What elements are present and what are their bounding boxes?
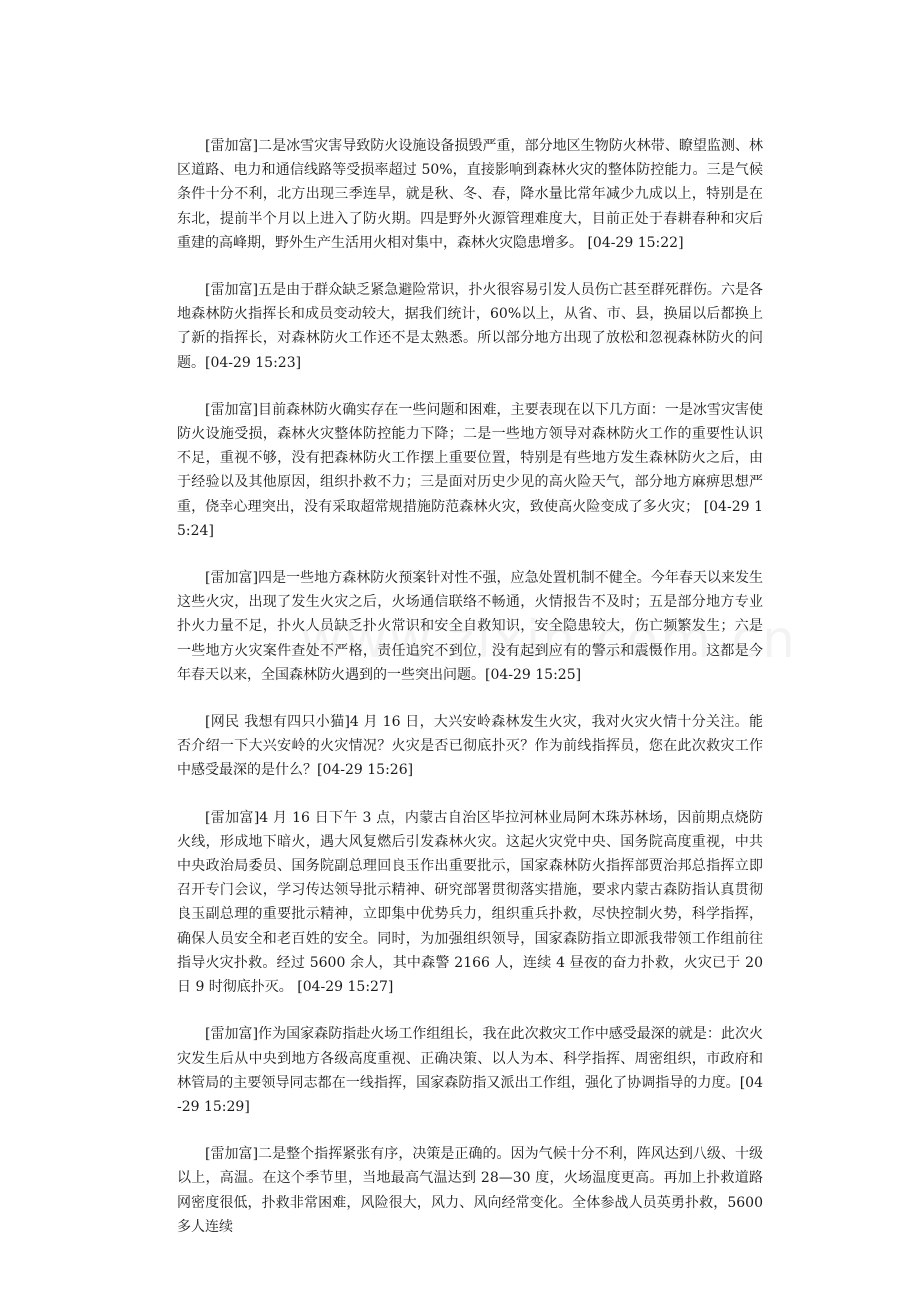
paragraph-2: [雷加富]五是由于群众缺乏紧急避险常识，扑火很容易引发人员伤亡甚至群死群伤。六是各地森林防火指挥长和成员变动较大，据我们统计，60%以上，从省、市、县，换届以后都换上了新的指挥长，对森林防火工作还不是太熟悉。所以部分地方出现了放松和忽视森林防火的问题。[04-29 15:23] [177, 282, 763, 371]
paragraph-3: [雷加富]目前森林防火确实存在一些问题和困难，主要表现在以下几方面：一是冰雪灾害使防火设施受损，森林火灾整体防控能力下降；二是一些地方领导对森林防火工作的重要性认识不足，重视不够，没有把森林防火工作摆上重要位置，特别是有些地方发生森林防火之后，由于经验以及其他原因，组织扑救不力；三是面对历史少见的高火险天气，部分地方麻痹思想严重，侥幸心理突出，没有采取超常规措施防范森林火灾，致使高火险变成了多火灾； [04-29 15:24] [177, 401, 763, 539]
paragraph-7: [雷加富]作为国家森防指赴火场工作组组长，我在此次救灾工作中感受最深的就是：此次火灾发生后从中央到地方各级高度重视、正确决策、以人为本、科学指挥、周密组织，市政府和林管局的主要领导同志都在一线指挥，国家森防指又派出工作组，强化了协调指导的力度。[04-29 15:29] [177, 1026, 763, 1115]
paragraph-8: [雷加富]二是整个指挥紧张有序，决策是正确的。因为气候十分不利，阵风达到八级、十级以上，高温。在这个季节里，当地最高气温达到 28—30 度，火场温度更高。再加上扑救道路网密度很低，扑救非常困难，风险很大，风力、风向经常变化。全体参战人员英勇扑救，5600 多人连续 [177, 1146, 763, 1235]
paragraph-6: [雷加富]4 月 16 日下午 3 点，内蒙古自治区毕拉河林业局阿木珠苏林场，因前期点烧防火线，形成地下暗火，遇大风复燃后引发森林火灾。这起火灾党中央、国务院高度重视，中共中央政治局委员、国务院副总理回良玉作出重要批示，国家森林防火指挥部贾治邦总指挥立即召开专门会议，学习传达领导批示精神、研究部署贯彻落实措施，要求内蒙古森防指认真贯彻良玉副总理的重要批示精神，立即集中优势兵力，组织重兵扑救，尽快控制火势，科学指挥，确保人员安全和老百姓的安全。同时，为加强组织领导，国家森防指立即派我带领工作组前往指导火灾扑救。经过 5600 余人，其中森警 2166 人，连续 4 昼夜的奋力扑救，火灾已于 20 日 9 时彻底扑灭。 [04-29 15:27] [177, 809, 763, 996]
paragraph-1: [雷加富]二是冰雪灾害导致防火设施设备损毁严重，部分地区生物防火林带、瞭望监测、林区道路、电力和通信线路等受损率超过 50%，直接影响到森林火灾的整体防控能力。三是气候条件十分不利，北方出现三季连旱，就是秋、冬、春，降水量比常年减少九成以上，特别是在东北，提前半个月以上进入了防火期。四是野外火源管理难度大，目前正处于春耕春种和灾后重建的高峰期，野外生产生活用火相对集中，森林火灾隐患增多。 [04-29 15:22] [177, 138, 763, 251]
paragraph-5: [网民 我想有四只小猫]4 月 16 日，大兴安岭森林发生火灾，我对火灾火情十分关注。能否介绍一下大兴安岭的火灾情况？火灾是否已彻底扑灭？作为前线指挥员，您在此次救灾工作中感受最深的是什么？[04-29 15:26] [177, 714, 763, 779]
paragraph-4: [雷加富]四是一些地方森林防火预案针对性不强，应急处置机制不健全。今年春天以来发生这些火灾，出现了发生火灾之后，火场通信联络不畅通，火情报告不及时；五是部分地方专业扑火力量不足，扑火人员缺乏扑火常识和安全自救知识，安全隐患较大，伤亡频繁发生；六是一些地方火灾案件查处不严格，责任追究不到位，没有起到应有的警示和震慑作用。这都是今年春天以来，全国森林防火遇到的一些突出问题。[04-29 15:25] [177, 570, 763, 683]
document-body [177, 134, 763, 1262]
